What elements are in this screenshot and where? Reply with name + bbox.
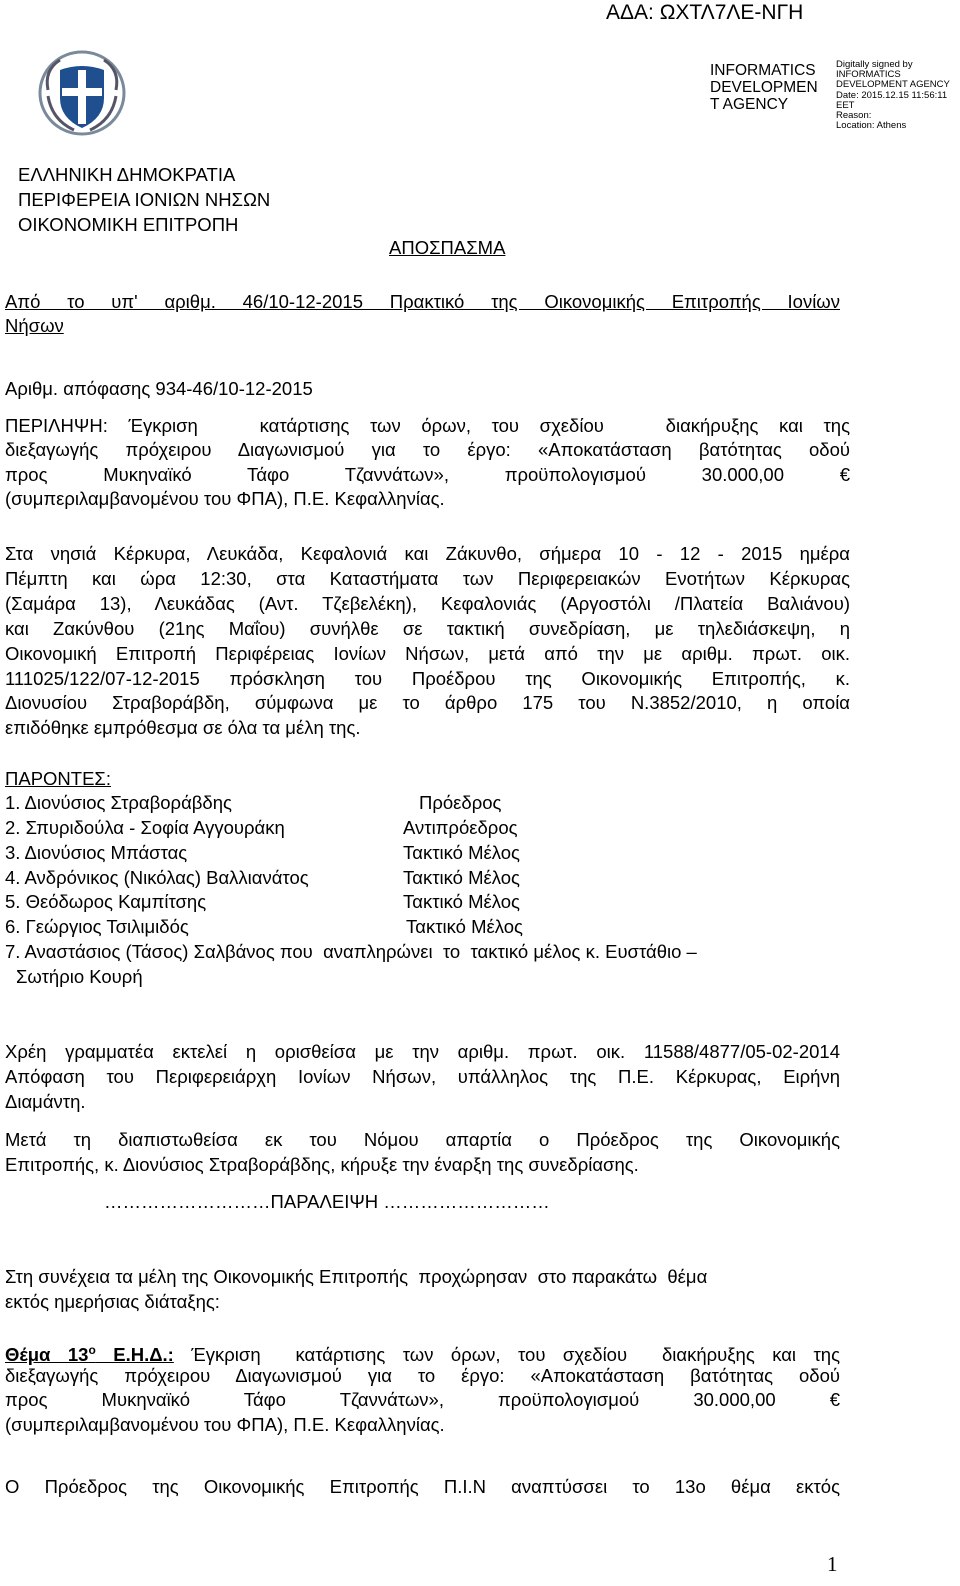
secretary-line-1: Χρέη γραμματέα εκτελεί η ορισθείσα με την αριθμ. πρωτ. οικ. 11588/4877/05-02-2014 bbox=[5, 1041, 840, 1062]
member-name: 1. Διονύσιος Στραβοράβδης bbox=[5, 792, 232, 813]
topic-line-4: (συμπεριλαμβανομένου του ΦΠΑ), Π.Ε. Κεφαλληνίας. bbox=[5, 1414, 445, 1435]
session-line-4: και Ζακύνθου (21ης Μαΐου) συνήλθε σε τακτική συνεδρίαση, με τηλεδιάσκεψη, η bbox=[5, 618, 850, 639]
session-line-3: (Σαμάρα 13), Λευκάδας (Αντ. Τζεβελέκη), Κεφαλονιάς (Αργοστόλι /Πλατεία Βαλιάνου) bbox=[5, 593, 850, 614]
signer-name: INFORMATICS DEVELOPMEN T AGENCY bbox=[710, 62, 818, 113]
member-name: 2. Σπυριδούλα - Σοφία Αγγουράκη bbox=[5, 817, 285, 838]
member-role: Τακτικό Μέλος bbox=[406, 916, 523, 937]
member-role: Πρόεδρος bbox=[419, 792, 502, 813]
member-name: 3. Διονύσιος Μπάστας bbox=[5, 842, 188, 863]
secretary-line-3: Διαμάντη. bbox=[5, 1091, 86, 1112]
closing-line: Ο Πρόεδρος της Οικονομικής Επιτροπής Π.Ι.Ν αναπτύσσει το 13ο θέμα εκτός bbox=[5, 1476, 840, 1497]
minutes-ref-line-1: Από το υπ' αριθμ. 46/10-12-2015 Πρακτικό της Οικονομικής Επιτροπής Ιονίων bbox=[5, 291, 840, 312]
summary-line-4: (συμπεριλαμβανομένου του ΦΠΑ), Π.Ε. Κεφαλληνίας. bbox=[5, 488, 445, 509]
document-title: ΑΠΟΣΠΑΣΜΑ bbox=[389, 237, 506, 258]
page-number: 1 bbox=[827, 1552, 838, 1576]
member-name: 6. Γεώργιος Τσιλιμιδός bbox=[5, 916, 189, 937]
member-7-line-2: Σωτήριο Κουρή bbox=[16, 966, 143, 987]
session-line-2: Πέμπτη και ώρα 12:30, στα Καταστήματα των Περιφερειακών Ενοτήτων Κέρκυρας bbox=[5, 568, 850, 589]
member-name: 5. Θεόδωρος Καμπίτσης bbox=[5, 891, 207, 912]
session-line-5: Οικονομική Επιτροπή Περιφέρειας Ιονίων Νήσων, μετά από την με αριθμ. πρωτ. οικ. bbox=[5, 643, 850, 664]
member-role: Τακτικό Μέλος bbox=[403, 867, 520, 888]
member-role: Αντιπρόεδρος bbox=[403, 817, 518, 838]
agenda-intro-line-1: Στη συνέχεια τα μέλη της Οικονομικής Επιτροπής προχώρησαν στο παρακάτω θέμα bbox=[5, 1266, 708, 1287]
session-line-1: Στα νησιά Κέρκυρα, Λευκάδα, Κεφαλονιά και Ζάκυνθο, σήμερα 10 - 12 - 2015 ημέρα bbox=[5, 543, 850, 564]
ada-code: ΑΔΑ: ΩΧΤΛ7ΛΕ-ΝΓΗ bbox=[606, 1, 804, 24]
topic-label: Θέμα $13^o$ Ε.Η.Δ.: bbox=[5, 1343, 174, 1366]
member-name: 4. Ανδρόνικος (Νικόλας) Βαλλιανάτος bbox=[5, 867, 309, 888]
quorum-line-1: Μετά τη διαπιστωθείσα εκ του Νόμου απαρτία ο Πρόεδρος της Οικονομικής bbox=[5, 1129, 840, 1150]
session-line-8: επιδόθηκε εμπρόθεσμα σε όλα τα μέλη της. bbox=[5, 717, 361, 738]
issuing-authority: ΕΛΛΗΝΙΚΗ ΔΗΜΟΚΡΑΤΙΑ ΠΕΡΙΦΕΡΕΙΑ ΙΟΝΙΩΝ ΝΗΣΩΝ ΟΙΚΟΝΟΜΙΚΗ ΕΠΙΤΡΟΠΗ bbox=[18, 164, 271, 235]
summary-line-2: διεξαγωγής πρόχειρου Διαγωνισμού για το έργο: «Αποκατάσταση βατότητας οδού bbox=[5, 439, 850, 460]
minutes-ref-line-2: Νήσων bbox=[5, 315, 64, 336]
session-line-7: Διονυσίου Στραβοράβδη, σύμφωνα με το άρθρο 175 του Ν.3852/2010, η οποία bbox=[5, 692, 850, 713]
agenda-intro-line-2: εκτός ημερήσιας διάταξης: bbox=[5, 1291, 220, 1312]
session-line-6: 111025/122/07-12-2015 πρόσκληση του Προέδρου της Οικονομικής Επιτροπής, κ. bbox=[5, 668, 850, 689]
summary-line-1: ΠΕΡΙΛΗΨΗ: Έγκριση κατάρτισης των όρων, του σχεδίου διακήρυξης και της bbox=[5, 415, 850, 436]
decision-number: Αριθμ. απόφασης 934-46/10-12-2015 bbox=[5, 378, 313, 399]
summary-line-3: προς Μυκηναϊκό Τάφο Τζαννάτων», προϋπολογισμού 30.000,00 € bbox=[5, 464, 850, 485]
topic-line-2: διεξαγωγής πρόχειρου Διαγωνισμού για το έργο: «Αποκατάσταση βατότητας οδού bbox=[5, 1365, 840, 1386]
topic-line-3: προς Μυκηναϊκό Τάφο Τζαννάτων», προϋπολογισμού 30.000,00 € bbox=[5, 1389, 840, 1410]
quorum-line-2: Επιτροπής, κ. Διονύσιος Στραβοράβδης, κήρυξε την έναρξη της συνεδρίασης. bbox=[5, 1154, 639, 1175]
present-label: ΠΑΡΟΝΤΕΣ: bbox=[5, 768, 112, 789]
topic-line-1: Θέμα $13^o$ Ε.Η.Δ.: Έγκριση κατάρτισης των όρων, του σχεδίου διακήρυξης και της bbox=[5, 1343, 840, 1366]
member-role: Τακτικό Μέλος bbox=[403, 842, 520, 863]
member-role: Τακτικό Μέλος bbox=[403, 891, 520, 912]
secretary-line-2: Απόφαση του Περιφερειάρχη Ιονίων Νήσων, υπάλληλος της Π.Ε. Κέρκυρας, Ειρήνη bbox=[5, 1066, 840, 1087]
member-7-line-1: 7. Αναστάσιος (Τάσος) Σαλβάνος που αναπληρώνει το τακτικό μέλος κ. Ευστάθιο – bbox=[5, 941, 697, 962]
omission-marker: ………………………ΠΑΡΑΛΕΙΨΗ ……………………… bbox=[104, 1191, 550, 1212]
digital-signature: Digitally signed by INFORMATICS DEVELOPMENT AGENCY Date: 2015.12.15 11:56:11 EET Reason: Location: Athens bbox=[836, 59, 950, 132]
summary-label: ΠΕΡΙΛΗΨΗ: bbox=[5, 415, 108, 436]
greek-emblem bbox=[38, 50, 126, 136]
